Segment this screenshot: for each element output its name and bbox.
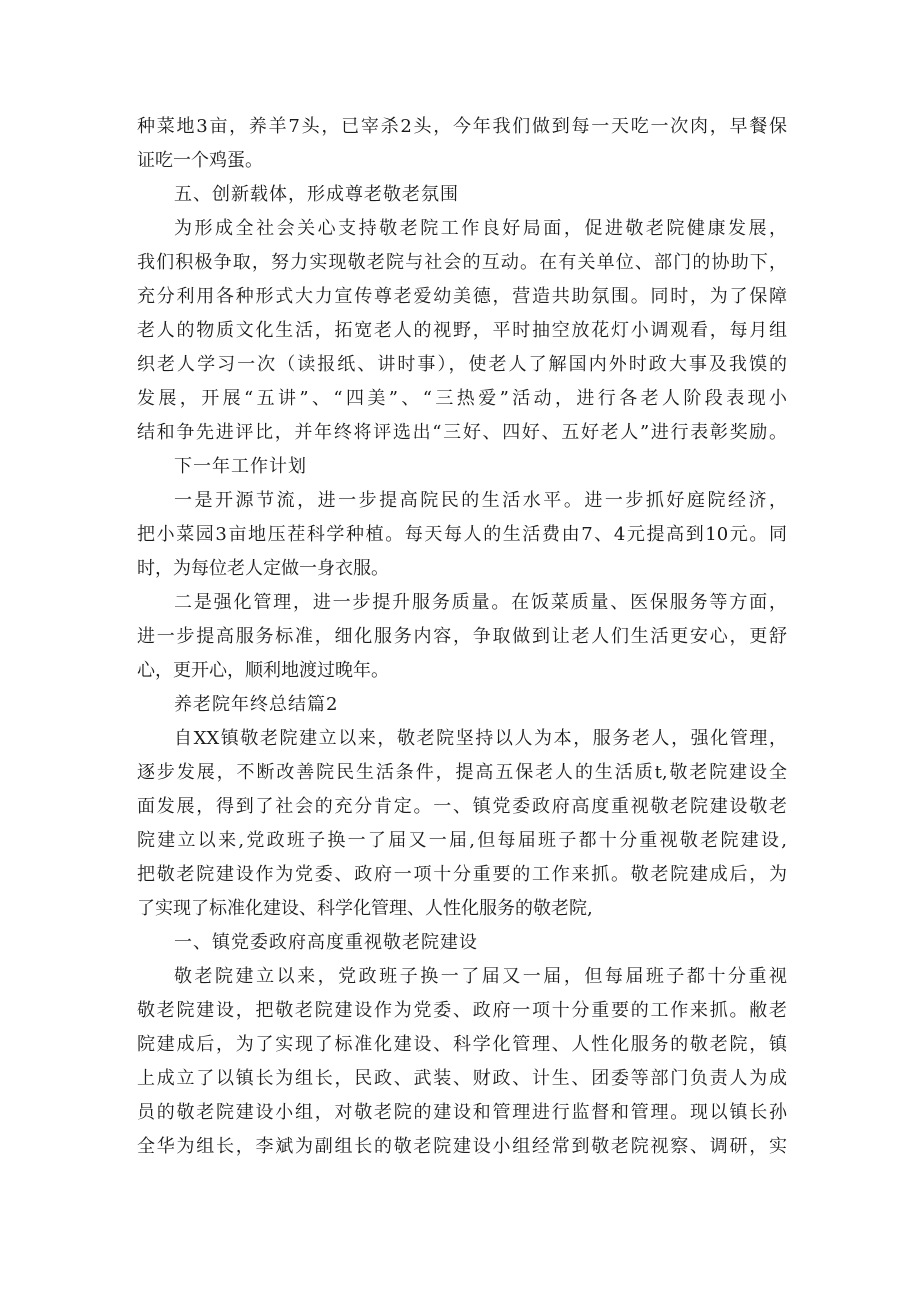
body-text-line: 敬老院建立以来，党政班子换一了届又一届，但每届班子都十分重视 [174, 966, 787, 987]
body-text-line: 院建成后，为了实现了标准化建设、科学化管理、人性化服务的敬老院，镇 [137, 1034, 787, 1055]
body-text-line: 种菜地3亩，养羊7头，已宰杀2头，今年我们做到每一天吃一次肉，早餐保 [137, 116, 787, 137]
body-text-line: 老人的物质文化生活，拓宽老人的视野，平时抽空放花灯小调观看，每月组 [137, 320, 787, 341]
body-text-line: 一是开源节流，进一步提高院民的生活水平。进一步抓好庭院经济， [174, 490, 787, 511]
body-text-line: 织老人学习一次（读报纸、讲时事），使老人了解国内外时政大事及我馍的 [137, 354, 787, 375]
body-text-line: 结和争先进评比，并年终将评选出“三好、四好、五好老人”进行表彰奖励。 [137, 422, 787, 443]
body-text-line: 充分利用各种形式大力宣传尊老爱幼美德，营造共助氛围。同时，为了保障 [137, 286, 787, 307]
body-text-line: 院建立以来,党政班子换一了届又一届,但每届班子都十分重视敬老院建设, [137, 830, 787, 851]
body-text-line: 进一步提高服务标准，细化服务内容，争取做到让老人们生活更安心，更舒 [137, 626, 787, 647]
body-text-line: 敬老院建设，把敬老院建设作为党委、政府一项十分重要的工作来抓。敝老 [137, 1000, 787, 1021]
body-text-line: 自XX镇敬老院建立以来，敬老院坚持以人为本，服务老人，强化管理， [174, 728, 787, 749]
body-text-line: 面发展，得到了社会的充分肯定。一、镇党委政府高度重视敬老院建设敬老 [137, 796, 787, 817]
body-text-line: 二是强化管理，进一步提升服务质量。在饭菜质量、医保服务等方面， [174, 592, 787, 613]
body-text-line: 我们积极争取，努力实现敬老院与社会的互动。在有关单位、部门的协助下， [137, 252, 787, 273]
body-text-line: 时，为每位老人定做一身衣服。 [137, 558, 389, 579]
body-text-line: 心，更开心，顺利地渡过晚年。 [137, 660, 389, 681]
body-text-line: 发展，开展“五讲”、“四美”、“三热爱”活动，进行各老人阶段表现小 [137, 388, 787, 409]
section-heading: 五、创新载体，形成尊老敬老氛围 [174, 184, 459, 205]
body-text-line: 把敬老院建设作为党委、政府一项十分重要的工作来抓。敬老院建成后，为 [137, 864, 787, 885]
body-text-line: 全华为组长，李斌为副组长的敬老院建设小组经常到敬老院视察、调研，实 [137, 1136, 787, 1157]
body-text-line: 上成立了以镇长为组长，民政、武装、财政、计生、团委等部门负责人为成 [137, 1068, 787, 1089]
body-text-line: 了实现了标准化建设、科学化管理、人性化服务的敬老院, [137, 898, 593, 919]
body-text-line: 证吃一个鸡蛋。 [137, 150, 263, 171]
section-heading: 一、镇党委政府高度重视敬老院建设 [174, 932, 478, 953]
body-text-line: 把小菜园3亩地压茬科学种植。每天每人的生活费由7、4元提高到10元。同 [137, 524, 787, 545]
body-text-line: 逐步发展，不断改善院民生活条件，提高五保老人的生活质t,敬老院建设全 [137, 762, 787, 783]
section-heading: 养老院年终总结篇2 [174, 694, 339, 715]
body-text-line: 为形成全社会关心支持敬老院工作良好局面，促进敬老院健康发展， [174, 218, 787, 239]
body-text-line: 员的敬老院建设小组，对敬老院的建设和管理进行监督和管理。现以镇长孙 [137, 1102, 787, 1123]
section-heading: 下一年工作计划 [174, 456, 307, 477]
